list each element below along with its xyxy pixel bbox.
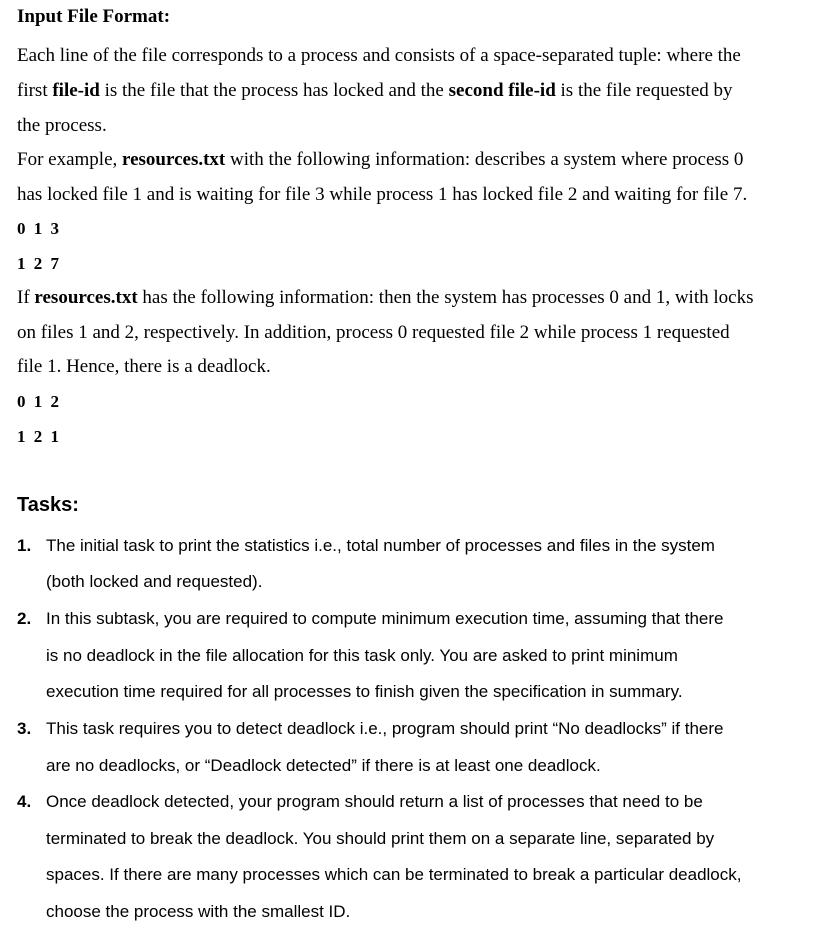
task-4-line-3: spaces. If there are many processes which can be terminated to break a particular deadlock, xyxy=(46,865,742,884)
task-1-line-1: The initial task to print the statistics i.e., total number of processes and files in the system xyxy=(46,536,715,555)
para1-line3-text: the process. xyxy=(17,115,107,136)
para1-line2-part-c: is the file that the process has locked and the xyxy=(99,80,449,101)
task-4-line-4: choose the process with the smallest ID. xyxy=(46,902,351,921)
para3-line1 xyxy=(17,287,753,309)
example1-line2: 1 2 7 xyxy=(17,254,61,273)
para3-line3 xyxy=(17,356,271,378)
example2-line1: 0 1 2 xyxy=(17,392,61,411)
example2-line2: 1 2 1 xyxy=(17,427,61,446)
task-2-line-1: In this subtask, you are required to compute minimum execution time, assuming that there xyxy=(46,609,724,628)
task-2-line-3: execution time required for all processes to finish given the specification in summary. xyxy=(46,682,683,701)
para2-line2-text: has locked file 1 and is waiting for file 3 while process 1 has locked file 2 and waiting for file 7. xyxy=(17,184,748,205)
task-4-line-2: terminated to break the deadlock. You should print them on a separate line, separated by xyxy=(46,829,715,848)
task-4-number: 4. xyxy=(17,792,32,811)
task-2-number: 2. xyxy=(17,609,32,628)
example1-line1: 0 1 3 xyxy=(17,219,61,238)
task-3-line-1: This task requires you to detect deadlock i.e., program should print “No deadlocks” if there xyxy=(46,719,724,738)
second-file-id-term: second file-id xyxy=(448,80,556,101)
resources-filename-2: resources.txt xyxy=(34,287,138,308)
para3-line2-text: on files 1 and 2, respectively. In addition, process 0 requested file 2 while process 1 requested xyxy=(17,322,730,343)
para2-line1-part-a: For example, xyxy=(17,149,123,170)
para2-line2 xyxy=(17,184,747,206)
tasks-heading: Tasks: xyxy=(17,494,79,516)
para3-line3-text: file 1. Hence, there is a deadlock. xyxy=(17,356,271,377)
task-1-line-2: (both locked and requested). xyxy=(46,572,263,591)
para2-line1 xyxy=(17,149,743,171)
para1-line1 xyxy=(17,45,741,67)
task-2-line-2: is no deadlock in the file allocation for this task only. You are asked to print minimum xyxy=(46,646,678,665)
task-3-number: 3. xyxy=(17,719,32,738)
file-id-term: file-id xyxy=(52,80,100,101)
resources-filename: resources.txt xyxy=(122,149,226,170)
para3-line1-part-a: If xyxy=(17,287,35,308)
task-3-line-2: are no deadlocks, or “Deadlock detected” if there is at least one deadlock. xyxy=(46,756,601,775)
para1-line2-part-e: is the file requested by xyxy=(555,80,733,101)
para1-line3 xyxy=(17,115,107,137)
para3-line1-part-c: has the following information: then the system has processes 0 and 1, with locks xyxy=(137,287,754,308)
para3-line2 xyxy=(17,322,730,344)
task-4-line-1: Once deadlock detected, your program should return a list of processes that need to be xyxy=(46,792,703,811)
task-1-number: 1. xyxy=(17,536,32,555)
para1-line2-part-a: first xyxy=(17,80,53,101)
para1-line1-text: Each line of the file corresponds to a process and consists of a space-separated tuple: where the xyxy=(17,45,741,66)
input-format-heading: Input File Format: xyxy=(17,6,171,27)
para2-line1-part-c: with the following information: describes a system where process 0 xyxy=(225,149,744,170)
para1-line2 xyxy=(17,80,733,102)
